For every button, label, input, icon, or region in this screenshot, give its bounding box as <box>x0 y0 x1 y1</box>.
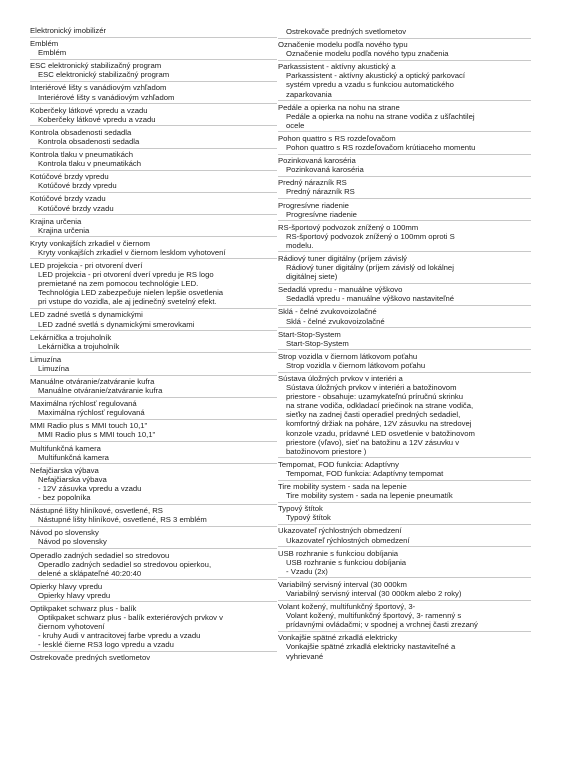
equipment-item-description: Kotúčové brzdy vpredu <box>38 181 117 191</box>
equipment-item <box>30 444 277 462</box>
equipment-item-title: Sklá - čelné zvukovoizolačné <box>278 307 377 317</box>
equipment-item-title: Limuzína <box>30 354 62 364</box>
divider <box>30 214 277 215</box>
equipment-item-description: Krajina určenia <box>38 225 90 235</box>
equipment-item-description: Volant kožený, multifunkčný športový, 3- ramenný s prídavnými ovládačmi; v spodnej a vrchnej časti zrezaný <box>286 611 478 630</box>
equipment-item-title: Predný nárazník RS <box>278 178 347 188</box>
equipment-item-title: Variabilný servisný interval (30 000km <box>278 579 407 589</box>
equipment-item <box>278 40 531 58</box>
equipment-item-title: Optikpaket schwarz plus - balík <box>30 603 137 613</box>
equipment-item-description: Emblém <box>38 48 67 58</box>
equipment-item-title: Kryty vonkajších zrkadiel v čiernom <box>30 238 151 248</box>
divider <box>30 308 277 309</box>
equipment-item-description: - bez popolníka <box>38 493 91 503</box>
divider <box>30 37 277 38</box>
equipment-item <box>278 580 531 598</box>
equipment-item <box>30 106 277 124</box>
equipment-item <box>30 128 277 146</box>
equipment-item <box>278 103 531 130</box>
equipment-item-description: Kontrola obsadenosti sedadla <box>38 136 140 146</box>
equipment-item <box>278 526 531 544</box>
equipment-item-title: Typový štítok <box>278 504 323 514</box>
divider <box>278 154 531 155</box>
divider <box>278 305 531 306</box>
equipment-item <box>278 549 531 576</box>
equipment-item-title: Strop vozidla v čiernom látkovom poťahu <box>278 351 418 361</box>
equipment-item <box>30 239 277 257</box>
equipment-item <box>30 172 277 190</box>
equipment-item-description: Maximálna rýchlosť regulovaná <box>38 408 145 418</box>
equipment-item <box>30 528 277 546</box>
divider <box>30 526 277 527</box>
equipment-item <box>30 39 277 57</box>
equipment-item-description: Pedále a opierka na nohu na strane vodiča z ušľachtilej ocele <box>286 111 475 130</box>
divider <box>30 375 277 376</box>
equipment-item <box>30 83 277 101</box>
divider <box>30 463 277 464</box>
equipment-item-description: Nefajčiarska výbava <box>38 474 107 484</box>
equipment-item-title: Progresívne riadenie <box>278 200 349 210</box>
divider <box>278 480 531 481</box>
divider <box>30 548 277 549</box>
equipment-item-title: Kontrola obsadenosti sedadla <box>30 127 132 137</box>
equipment-item-description: Kotúčové brzdy vzadu <box>38 203 114 213</box>
equipment-item <box>278 633 531 660</box>
equipment-item <box>30 377 277 395</box>
equipment-item-title: Manuálne otváranie/zatváranie kufra <box>30 377 155 386</box>
equipment-item-description: Parkassistent - aktívny akustický a optický parkovací systém vpredu a vzadu s funkciou automatického zaparkovania <box>286 71 466 99</box>
divider <box>278 283 531 284</box>
equipment-item <box>30 194 277 212</box>
equipment-item <box>30 261 277 306</box>
equipment-item <box>278 307 531 325</box>
equipment-item-title: Pedále a opierka na nohu na strane <box>278 102 400 112</box>
divider <box>278 502 531 503</box>
equipment-item-title: Nástupné lišty hliníkové, osvetlené, RS <box>30 506 163 516</box>
equipment-item-title: LED zadné svetlá s dynamickými <box>30 310 143 320</box>
right-column <box>278 27 531 661</box>
divider <box>278 176 531 177</box>
equipment-item <box>30 150 277 168</box>
equipment-item <box>30 506 277 524</box>
divider <box>30 125 277 126</box>
equipment-item <box>278 62 531 98</box>
equipment-item <box>278 352 531 370</box>
divider <box>278 546 531 547</box>
equipment-item-description: Kryty vonkajších zrkadiel v čiernom lesklom vyhotovení <box>38 247 226 257</box>
divider <box>278 198 531 199</box>
equipment-item-description: Tire mobility system - sada na lepenie pneumatík <box>286 491 453 501</box>
equipment-item-title: Opierky hlavy vpredu <box>30 581 103 591</box>
equipment-item-title: Tempomat, FOD funkcia: Adaptívny <box>278 459 399 469</box>
equipment-item-description: Opierky hlavy vpredu <box>38 590 111 600</box>
equipment-item <box>30 355 277 373</box>
equipment-item-title: Parkassistent - aktívny akustický a <box>278 62 396 72</box>
equipment-item-title: Tire mobility system - sada na lepenie <box>278 482 407 492</box>
equipment-item-description: Kontrola tlaku v pneumatikách <box>38 159 141 169</box>
equipment-item <box>30 26 277 35</box>
equipment-item-title: Sústava úložných prvkov v interiéri a <box>278 374 403 383</box>
divider <box>30 579 277 580</box>
equipment-item <box>30 551 277 578</box>
equipment-item-description: Koberčeky látkové vpredu a vzadu <box>38 114 156 124</box>
equipment-item-title: Sedadlá vpredu - manuálne výškovo <box>278 285 403 295</box>
divider <box>30 81 277 82</box>
equipment-item <box>278 223 531 250</box>
equipment-item-title: Pozinkovaná karoséria <box>278 156 356 166</box>
equipment-item <box>30 333 277 351</box>
equipment-item-title: Kotúčové brzdy vzadu <box>30 194 106 204</box>
equipment-item-description: Pozinkovaná karoséria <box>286 165 364 175</box>
equipment-item-description: Manuálne otváranie/zatváranie kufra <box>38 386 163 396</box>
divider <box>30 192 277 193</box>
divider <box>30 59 277 60</box>
equipment-item <box>278 504 531 522</box>
equipment-item-title: Označenie modelu podľa nového typu <box>278 40 408 50</box>
equipment-item-description: Predný nárazník RS <box>286 187 355 197</box>
equipment-item-title: USB rozhranie s funkciou dobíjania <box>278 548 399 558</box>
equipment-item-description: Ostrekovače predných svetlometov <box>286 27 407 36</box>
equipment-item-title: Koberčeky látkové vpredu a vzadu <box>30 105 148 115</box>
equipment-item-description: Start-Stop-System <box>286 338 349 348</box>
equipment-item-description: Označenie modelu podľa nového typu značenia <box>286 49 449 59</box>
divider <box>30 170 277 171</box>
divider <box>278 577 531 578</box>
equipment-item-title: RS-športový podvozok znížený o 100mm <box>278 222 419 232</box>
equipment-item <box>278 201 531 219</box>
divider <box>278 600 531 601</box>
equipment-item <box>278 374 531 456</box>
equipment-item <box>30 466 277 502</box>
divider <box>278 457 531 458</box>
equipment-item-description: Sedadlá vpredu - manuálne výškovo nastaviteľné <box>286 294 455 304</box>
equipment-item-title: Ukazovateľ rýchlostných obmedzení <box>278 526 402 536</box>
equipment-item-title: Návod po slovensky <box>30 528 99 538</box>
equipment-item-title: Maximálna rýchlosť regulovaná <box>30 399 137 409</box>
equipment-item-title: Volant kožený, multifunkčný športový, 3- <box>278 602 416 612</box>
equipment-item <box>278 254 531 281</box>
equipment-item-title: Kotúčové brzdy vpredu <box>30 172 109 182</box>
equipment-item-description: Operadlo zadných sedadiel so stredovou opierkou, delené a sklápateľné 40:20:40 <box>38 559 212 578</box>
divider <box>30 419 277 420</box>
equipment-item-description: Sklá - čelné zvukovoizolačné <box>286 316 385 326</box>
divider <box>278 524 531 525</box>
divider <box>30 601 277 602</box>
equipment-item <box>30 582 277 600</box>
divider <box>30 236 277 237</box>
equipment-item <box>278 602 531 629</box>
equipment-item <box>278 27 531 36</box>
equipment-item-description: LED zadné svetlá s dynamickými smerovkami <box>38 319 195 329</box>
equipment-item-description: Lekárnička a trojuholník <box>38 341 120 351</box>
divider <box>30 651 277 652</box>
equipment-item-description: Návod po slovensky <box>38 537 107 547</box>
equipment-item-description: - kruhy Audi v antracitovej farbe vpredu a vzadu <box>38 631 201 641</box>
equipment-item <box>278 330 531 348</box>
divider <box>30 352 277 353</box>
divider <box>30 330 277 331</box>
divider <box>30 103 277 104</box>
equipment-item-description: Tempomat, FOD funkcia: Adaptívny tempomat <box>286 468 444 478</box>
equipment-item <box>30 653 277 662</box>
equipment-item-description: Rádiový tuner digitálny (príjem závislý od lokálnej digitálnej siete) <box>286 263 454 282</box>
equipment-item-description: Variabilný servisný interval (30 000km alebo 2 roky) <box>286 588 462 598</box>
equipment-item-description: - Vzadu (2x) <box>286 566 328 576</box>
equipment-item-title: LED projekcia - pri otvorení dverí <box>30 260 143 270</box>
equipment-item-description: Progresívne riadenie <box>286 209 357 219</box>
divider <box>278 220 531 221</box>
divider <box>278 251 531 252</box>
equipment-item-description: LED projekcia - pri otvorení dverí vpredu je RS logo premietané na zem pomocou technológie LED. <box>38 270 214 289</box>
divider <box>278 60 531 61</box>
equipment-item-title: Krajina určenia <box>30 216 82 226</box>
equipment-item-description: Optikpaket schwarz plus - balík exteriérových prvkov v čiernom vyhotovení <box>38 613 223 632</box>
equipment-item-description: Typový štítok <box>286 513 331 523</box>
equipment-item-description: ESC elektronický stabilizačný program <box>38 70 170 80</box>
equipment-item-description: - lesklé čierne RS3 logo vpredu a vzadu <box>38 640 174 650</box>
equipment-item-title: MMI Radio plus s MMI touch 10,1" <box>30 421 148 431</box>
divider <box>278 131 531 132</box>
equipment-item-description: MMI Radio plus s MMI touch 10,1" <box>38 430 156 440</box>
equipment-item-title: Emblém <box>30 39 59 49</box>
equipment-item <box>278 482 531 500</box>
equipment-item <box>30 310 277 328</box>
divider <box>30 441 277 442</box>
left-column <box>30 26 277 663</box>
equipment-item-title: Operadlo zadných sedadiel so stredovou <box>30 550 170 560</box>
equipment-item-title: Kontrola tlaku v pneumatikách <box>30 150 133 160</box>
equipment-item-title: Pohon quattro s RS rozdeľovačom <box>278 133 396 143</box>
equipment-item-description: Strop vozidla v čiernom látkovom poťahu <box>286 360 426 370</box>
equipment-item-description: RS-športový podvozok znížený o 100mm oproti S modelu. <box>286 231 455 250</box>
equipment-item-title: Vonkajšie spätné zrkadlá elektricky <box>278 633 398 643</box>
equipment-item-description: Nástupné lišty hliníkové, osvetlené, RS 3 emblém <box>38 515 207 525</box>
equipment-item <box>278 156 531 174</box>
equipment-item-title: Lekárnička a trojuholník <box>30 332 112 342</box>
equipment-item-description: USB rozhranie s funkciou dobíjania <box>286 557 407 567</box>
equipment-item-description: Interiérové lišty s vanádiovým vzhľadom <box>38 92 175 102</box>
divider <box>278 38 531 39</box>
equipment-item <box>30 421 277 439</box>
equipment-item-title: Interiérové lišty s vanádiovým vzhľadom <box>30 83 167 93</box>
divider <box>278 349 531 350</box>
equipment-item-description: - 12V zásuvka vpredu a vzadu <box>38 483 142 493</box>
equipment-item-description: Multifunkčná kamera <box>38 452 109 462</box>
equipment-item-description: Limuzína <box>38 363 70 373</box>
divider <box>30 504 277 505</box>
equipment-item-title: Ostrekovače predných svetlometov <box>30 653 151 663</box>
divider <box>30 148 277 149</box>
equipment-item-description: Sústava úložných prvkov v interiéri a batožinovom priestore - obsahuje: uzamykateľnú príručnú skrinku na strane vodiča, odkladací priečinok na strane vodiča, sieťky na zadnej časti operadiel predných sedadiel, komfortný držiak na poháre, 12V zásuvku na stredovej konzole vzadu, prídavné LED osvetlenie v batožinovom priestore (vľavo), sieť na batožinu a 12V zásuvku v batožinovom priestore ) <box>286 383 475 456</box>
equipment-item-title: Multifunkčná kamera <box>30 443 101 453</box>
divider <box>278 327 531 328</box>
equipment-item <box>30 217 277 235</box>
equipment-item-description: Pohon quattro s RS rozdeľovačom krútiaceho momentu <box>286 143 476 153</box>
equipment-item <box>30 399 277 417</box>
equipment-item <box>30 604 277 649</box>
divider <box>278 631 531 632</box>
equipment-item-description: Technológia LED zabezpečuje nielen lepšie osvetlenia pri vstupe do vozidla, ale aj jedinečný svetelný efekt. <box>38 288 224 307</box>
equipment-item-title: Start-Stop-System <box>278 329 341 339</box>
equipment-item <box>30 61 277 79</box>
equipment-item-description: Ukazovateľ rýchlostných obmedzení <box>286 535 410 545</box>
equipment-item <box>278 460 531 478</box>
divider <box>30 397 277 398</box>
divider <box>278 372 531 373</box>
divider <box>30 258 277 259</box>
divider <box>278 100 531 101</box>
equipment-item <box>278 178 531 196</box>
equipment-item <box>278 134 531 152</box>
equipment-item <box>278 285 531 303</box>
equipment-item-title: Nefajčiarska výbava <box>30 465 99 475</box>
equipment-item-description: Vonkajšie spätné zrkadlá elektricky nastaviteľné a vyhrievané <box>286 642 456 661</box>
equipment-item-title: Rádiový tuner digitálny (príjem závislý <box>278 253 408 263</box>
equipment-item-title: Elektronický imobilizér <box>30 26 107 35</box>
equipment-item-title: ESC elektronický stabilizačný program <box>30 61 162 71</box>
